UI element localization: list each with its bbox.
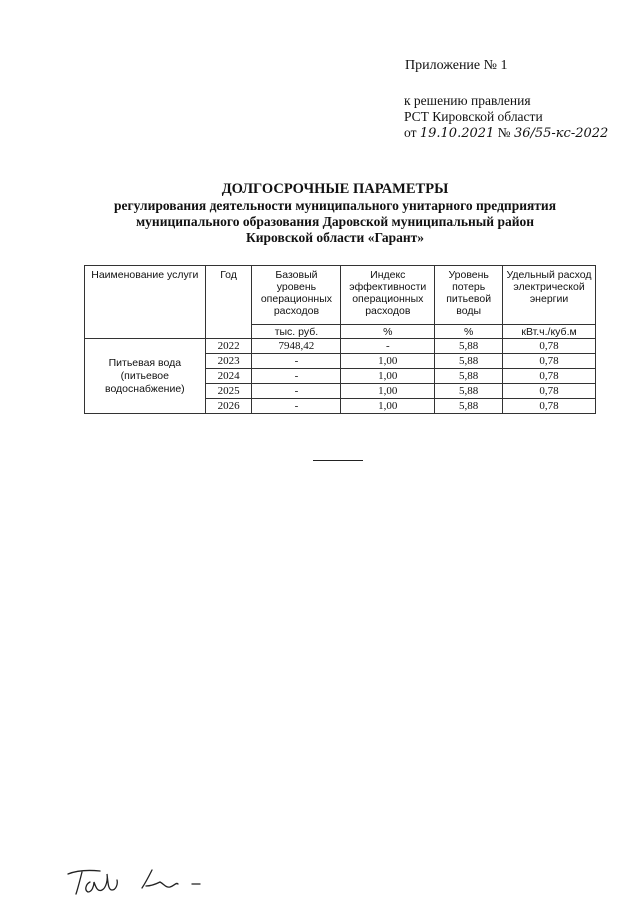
- header-base-costs: Базовый уровень операционных расходов: [252, 266, 341, 325]
- cell-water-loss: 5,88: [435, 384, 503, 399]
- cell-year: 2022: [205, 339, 252, 354]
- cell-water-loss: 5,88: [435, 399, 503, 414]
- cell-year: 2024: [205, 369, 252, 384]
- table-row: [85, 339, 596, 354]
- decision-number: 36/55-кс-2022: [513, 126, 609, 141]
- decision-line-3: [404, 125, 608, 142]
- decision-number-prefix: №: [497, 125, 511, 140]
- cell-energy-consumption: 0,78: [503, 384, 596, 399]
- decision-prefix: от: [404, 125, 417, 140]
- parameters-table: [84, 265, 596, 414]
- header-year: Год: [205, 266, 252, 339]
- decision-date: 19.10.2021: [419, 126, 495, 141]
- unit-efficiency-index: %: [341, 325, 435, 339]
- cell-energy-consumption: 0,78: [503, 354, 596, 369]
- header-water-loss: Уровень потерь питьевой воды: [435, 266, 503, 325]
- cell-energy-consumption: 0,78: [503, 339, 596, 354]
- cell-base-costs: -: [252, 354, 341, 369]
- service-name: Питьевая вода (питьевое водоснабжение): [85, 339, 206, 414]
- title-line-1: регулирования деятельности муниципального унитарного предприятия: [113, 198, 557, 213]
- decision-reference: [404, 93, 608, 142]
- cell-base-costs: -: [252, 369, 341, 384]
- cell-energy-consumption: 0,78: [503, 399, 596, 414]
- document-title: [70, 181, 600, 246]
- cell-efficiency-index: 1,00: [341, 369, 435, 384]
- cell-efficiency-index: -: [341, 339, 435, 354]
- cell-base-costs: -: [252, 384, 341, 399]
- unit-base-costs: тыс. руб.: [252, 325, 341, 339]
- cell-efficiency-index: 1,00: [341, 384, 435, 399]
- cell-year: 2025: [205, 384, 252, 399]
- cell-water-loss: 5,88: [435, 354, 503, 369]
- unit-water-loss: %: [435, 325, 503, 339]
- cell-base-costs: 7948,42: [252, 339, 341, 354]
- cell-efficiency-index: 1,00: [341, 354, 435, 369]
- appendix-label: Приложение № 1: [405, 58, 508, 73]
- title-main: ДОЛГОСРОЧНЫЕ ПАРАМЕТРЫ: [221, 181, 449, 197]
- header-service: Наименование услуги: [85, 266, 206, 339]
- cell-water-loss: 5,88: [435, 369, 503, 384]
- title-line-2: муниципального образования Даровской муниципальный район: [135, 214, 535, 229]
- decision-line-2: РСТ Кировской области: [404, 109, 543, 124]
- header-energy-consumption: Удельный расход электрической энергии: [503, 266, 596, 325]
- header-efficiency-index: Индекс эффективности операционных расходов: [341, 266, 435, 325]
- cell-year: 2026: [205, 399, 252, 414]
- decision-line-1: к решению правления: [404, 93, 531, 108]
- end-divider: [313, 460, 363, 461]
- cell-energy-consumption: 0,78: [503, 369, 596, 384]
- unit-energy-consumption: кВт.ч./куб.м: [503, 325, 596, 339]
- handwritten-signature: [60, 860, 230, 900]
- cell-base-costs: -: [252, 399, 341, 414]
- cell-efficiency-index: 1,00: [341, 399, 435, 414]
- cell-year: 2023: [205, 354, 252, 369]
- cell-water-loss: 5,88: [435, 339, 503, 354]
- title-line-3: Кировской области «Гарант»: [245, 230, 425, 245]
